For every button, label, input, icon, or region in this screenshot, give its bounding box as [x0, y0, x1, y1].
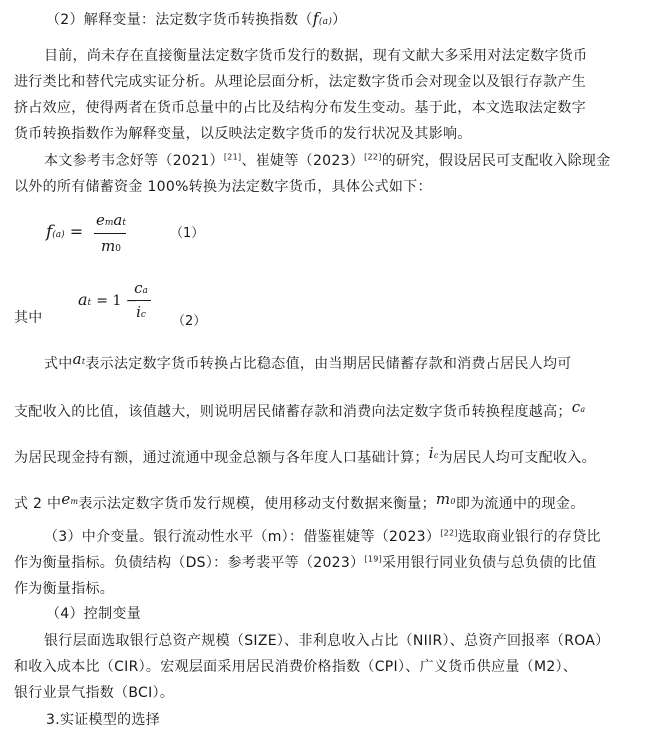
paragraph-1-line-2: 进行类比和替代完成实证分析。从理论层面分析，法定数字货币会对现金以及银行存款产生: [14, 74, 586, 90]
paragraph-2-line-2: 以外的所有储蓄资金 100%转换为法定数字货币，具体公式如下：: [14, 179, 432, 195]
paragraph-3-line-4: 式 2 中em表示法定数字货币发行规模，使用移动支付数据来衡量；m0即为流通中的现金。: [14, 490, 585, 512]
eq1-denominator: m0: [101, 237, 121, 255]
eq1-label: （1）: [170, 226, 205, 241]
paragraph-4-line-1: （3）中介变量。银行流动性水平（m）：借鉴崔婕等（2023）[22]选取商业银行的存贷比: [44, 528, 601, 545]
citation-22: [22]: [364, 152, 382, 162]
eq2-denominator: ic: [136, 303, 146, 321]
paragraph-3-line-3: 为居民现金持有额，通过流通中现金总额与各年度人口基础计算；ic为居民人均可支配收入。: [14, 444, 596, 466]
paragraph-3-line-1: 式中at表示法定数字货币转换占比稳态值，由当期居民储蓄存款和消费占居民人均可: [44, 350, 572, 372]
f-symbol: f: [312, 9, 319, 28]
a-t-symbol: at: [72, 350, 86, 368]
citation-19: [19]: [364, 554, 383, 564]
eq2-fraction-bar: [131, 300, 151, 301]
paragraph-5-line-2: 和收入成本比（CIR）。宏观层面采用居民消费价格指数（CPI）、广义货币供应量（M2）、: [14, 659, 578, 675]
c-a-symbol: ca: [571, 398, 586, 416]
section-heading-2: （2）解释变量：法定数字货币转换指数（f(a)）: [46, 9, 347, 28]
e-m-symbol: em: [61, 490, 79, 508]
section-heading-4: （4）控制变量: [46, 606, 142, 622]
section-heading-3: 3.实证模型的选择: [46, 712, 161, 728]
citation-21: [21]: [223, 152, 242, 162]
paragraph-4-line-2: 作为衡量指标。负债结构（DS）：参考裴平等（2023）[19]采用银行同业负债与总负债的比值: [14, 554, 597, 571]
m-0-symbol: m0: [435, 490, 456, 508]
i-c-symbol: ic: [428, 444, 439, 462]
paragraph-2-line-1: 本文参考韦念妤等（2021）[21]、崔婕等（2023）[22]的研究，假设居民可支配收入除现金: [44, 152, 611, 169]
eq2-numerator: ca: [134, 279, 148, 297]
paragraph-1-line-1: 目前，尚未存在直接衡量法定数字货币发行的数据，现有文献大多采用对法定数字货币: [44, 48, 588, 64]
paragraph-1-line-3: 挤占效应，使得两者在货币总量中的占比及结构分布发生变动。基于此，本文选取法定数字: [14, 100, 586, 116]
eq1-numerator: emat: [95, 211, 126, 229]
eq2-prefix: 其中: [14, 310, 43, 326]
paragraph-5-line-1: 银行层面选取银行总资产规模（SIZE）、非利息收入占比（NIIR）、总资产回报率（ROA）: [44, 633, 610, 649]
paragraph-4-line-3: 作为衡量指标。: [14, 581, 115, 597]
paragraph-5-line-3: 银行业景气指数（BCI）。: [14, 685, 175, 701]
paragraph-3-line-2: 支配收入的比值，该值越大，则说明居民储蓄存款和消费向法定数字货币转换程度越高；ca: [14, 398, 586, 420]
paragraph-1-line-4: 货币转换指数作为解释变量，以反映法定数字货币的发行状况及其影响。: [14, 126, 472, 142]
eq1-fraction-bar: [94, 233, 126, 234]
eq2-label: （2）: [172, 314, 207, 329]
citation-22b: [22]: [440, 528, 458, 538]
